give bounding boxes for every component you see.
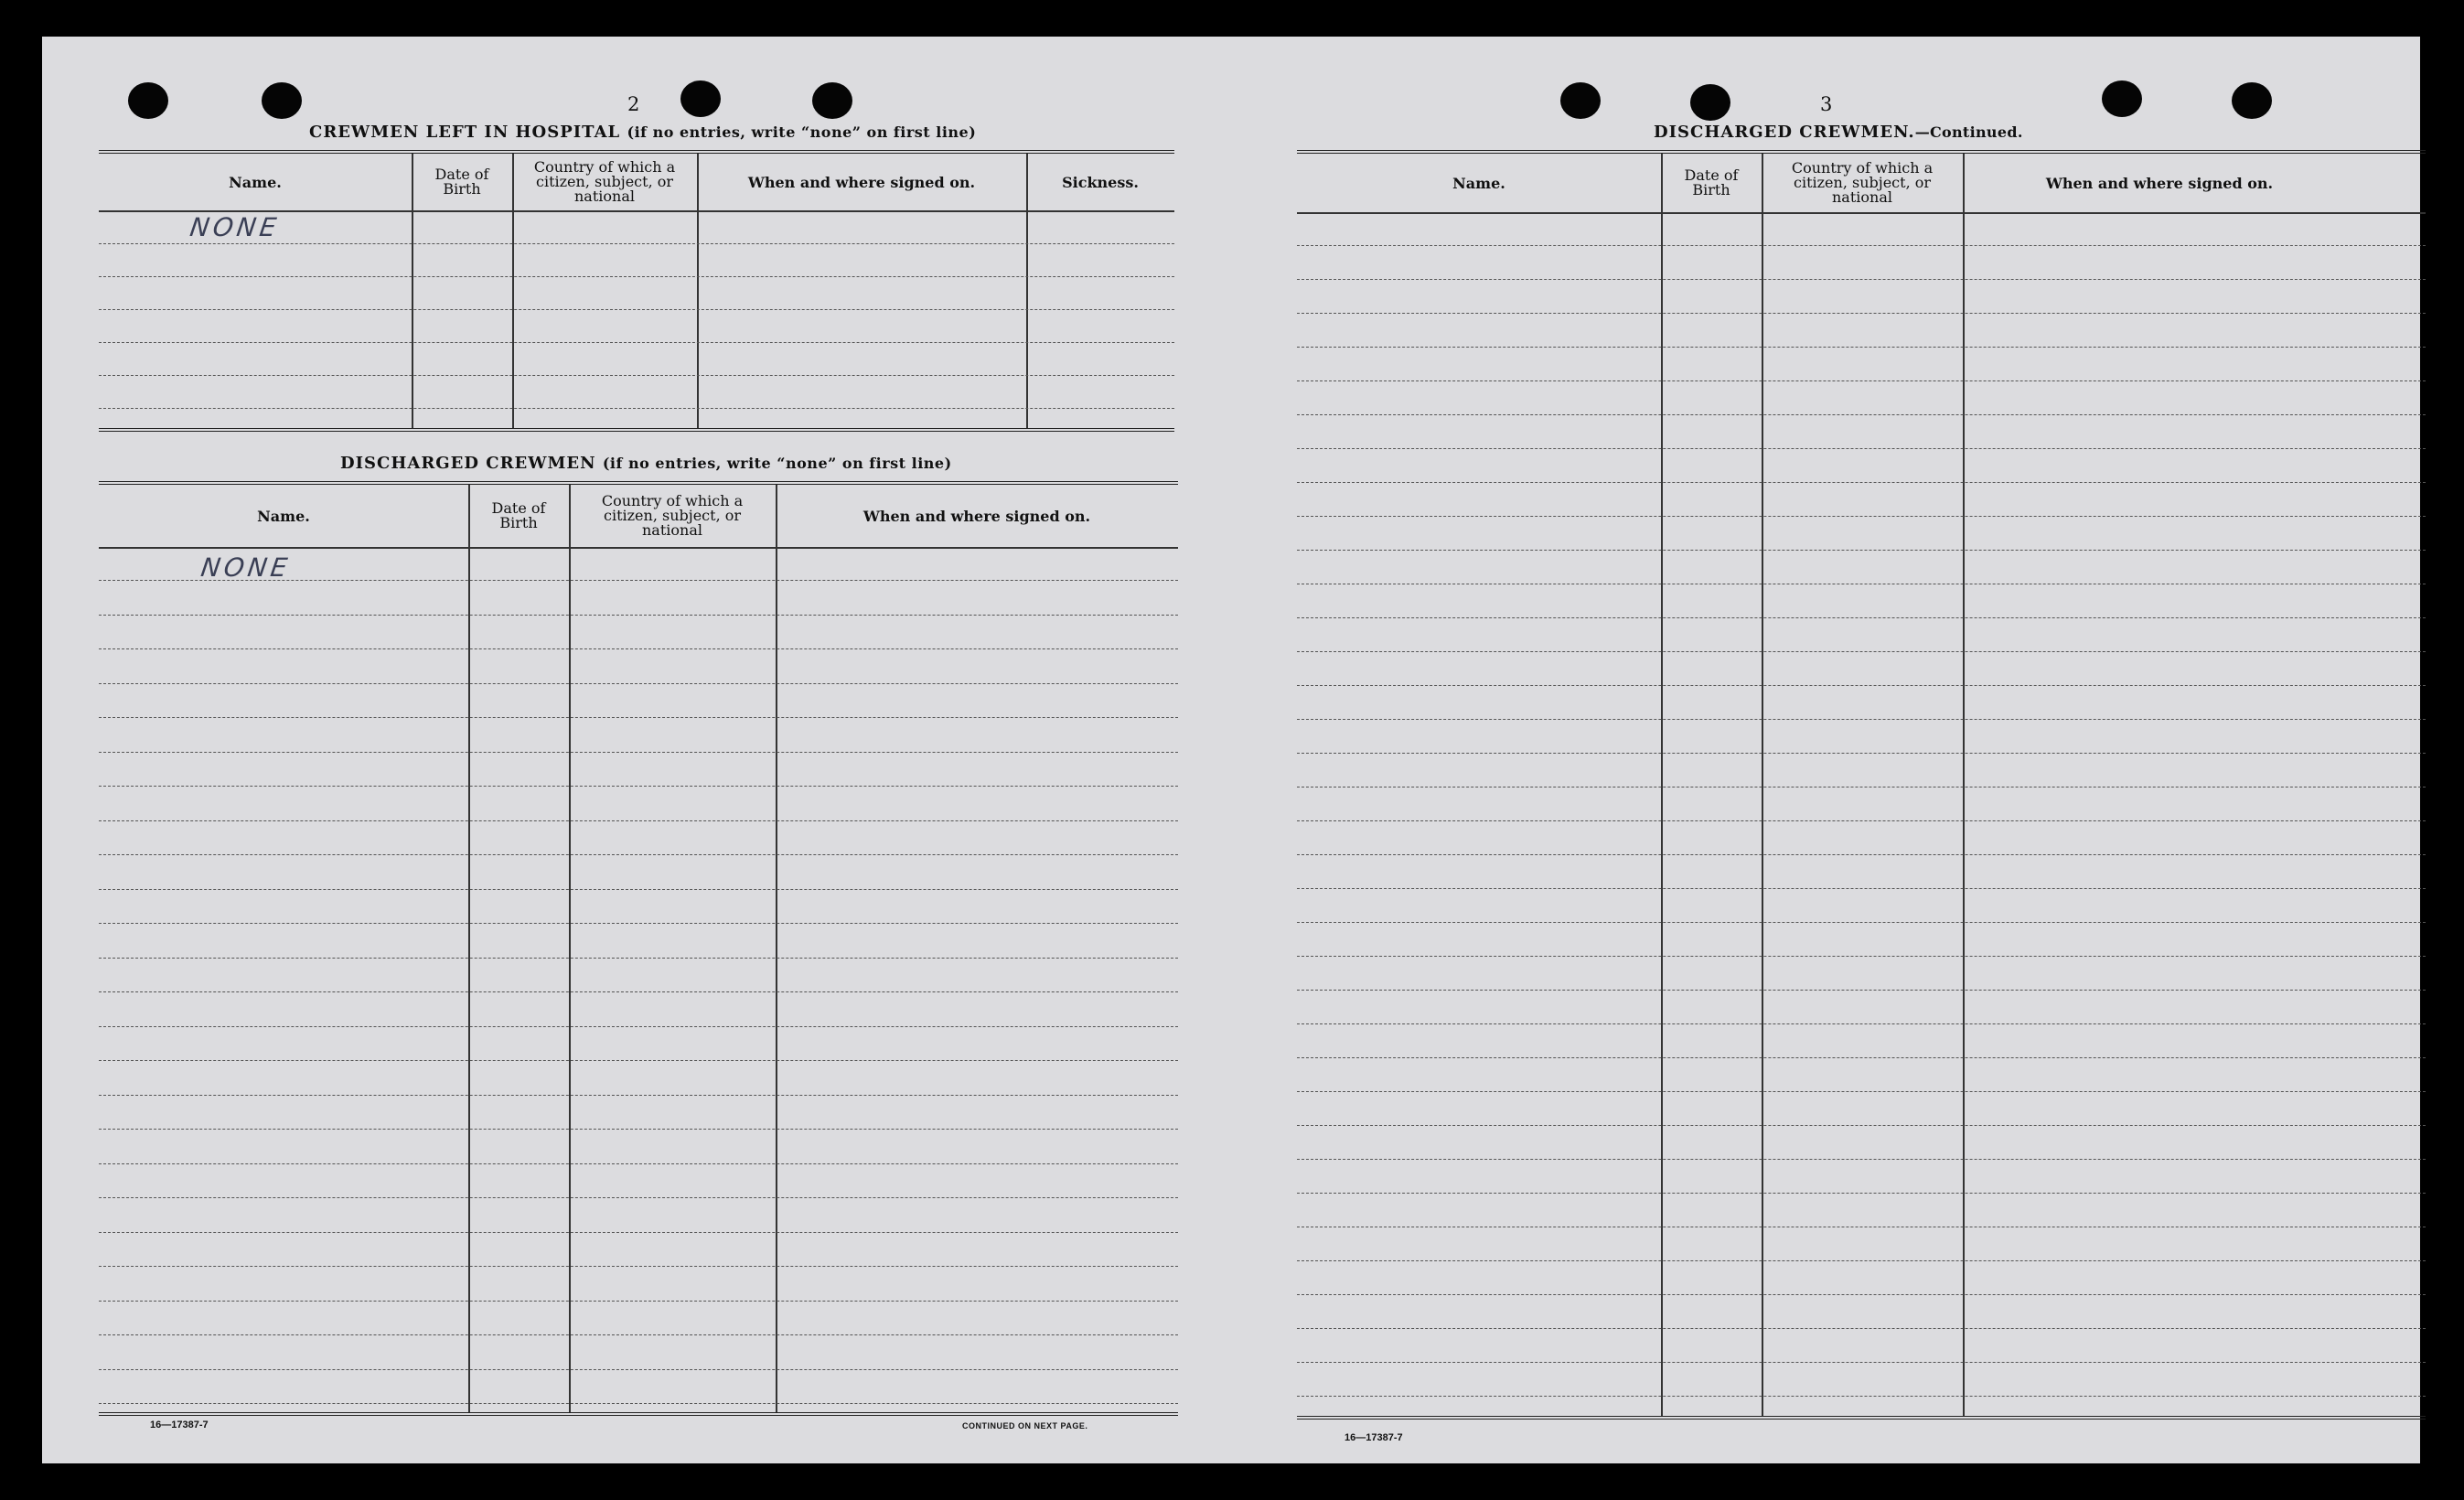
- row-line: [1297, 482, 2426, 483]
- row-line: [99, 1232, 1178, 1233]
- punch-hole: [2102, 80, 2142, 117]
- column-rule: [468, 485, 470, 1412]
- column-rule: [569, 485, 571, 1412]
- row-line: [1297, 685, 2426, 686]
- row-line: [1297, 1193, 2426, 1194]
- row-line: [1297, 888, 2426, 889]
- row-line: [1297, 820, 2426, 821]
- hospital-title-text: CREWMEN LEFT IN HOSPITAL: [309, 123, 621, 142]
- row-line: [1297, 719, 2426, 720]
- row-line: [1297, 617, 2426, 618]
- row-line: [1297, 1362, 2426, 1363]
- punch-hole: [262, 82, 302, 119]
- page-3: [1231, 37, 2420, 1463]
- discharged-continued-title: [1654, 123, 2023, 142]
- row-line: [1297, 313, 2426, 314]
- header-country: Country of which a citizen, subject, or national: [533, 158, 676, 205]
- header-name: Name.: [1452, 174, 1505, 192]
- header-signed-on: When and where signed on.: [862, 507, 1091, 525]
- section-title-continued: —Continued.: [1914, 123, 2023, 141]
- row-line: [1297, 753, 2426, 754]
- hospital-entry-none: NONE: [187, 212, 282, 242]
- header-date-of-birth: Date of Birth: [434, 166, 489, 198]
- row-line: [99, 752, 1178, 753]
- header-name: Name.: [229, 173, 282, 191]
- row-line: [1297, 922, 2426, 923]
- hospital-section-title: [309, 123, 976, 142]
- form-number: 16—17387-7: [1344, 1432, 1403, 1443]
- section-title-text: DISCHARGED CREWMEN.: [1654, 123, 1915, 142]
- row-line: [1297, 1328, 2426, 1329]
- punch-hole: [128, 82, 168, 119]
- row-line: [1297, 956, 2426, 957]
- row-line: [1297, 787, 2426, 788]
- column-rule: [697, 154, 699, 428]
- row-line: [99, 1266, 1178, 1267]
- row-line: [99, 1060, 1178, 1061]
- row-line: [99, 1334, 1178, 1335]
- hospital-title-note: (if no entries, write “none” on first line): [627, 123, 977, 141]
- row-line: [1297, 1125, 2426, 1126]
- header-signed-on: When and where signed on.: [2045, 174, 2274, 192]
- row-line: [99, 1197, 1178, 1198]
- row-line: [1297, 1159, 2426, 1160]
- continued-on-next-page: CONTINUED ON NEXT PAGE.: [962, 1421, 1088, 1430]
- row-line: [99, 889, 1178, 890]
- row-line: [99, 580, 1178, 581]
- row-line: [1297, 1260, 2426, 1261]
- row-line: [99, 1301, 1178, 1302]
- header-sickness: Sickness.: [1062, 173, 1139, 191]
- discharged-table: [99, 481, 1178, 1416]
- column-rule: [1026, 154, 1028, 428]
- page-number: 2: [627, 93, 640, 115]
- discharged-section-title: [340, 454, 952, 473]
- row-line: [99, 648, 1178, 649]
- row-line: [1297, 550, 2426, 551]
- header-name: Name.: [257, 507, 310, 525]
- row-line: [99, 786, 1178, 787]
- row-line: [1297, 854, 2426, 855]
- row-line: [99, 1095, 1178, 1096]
- row-line: [99, 1026, 1178, 1027]
- discharged-table-header: [99, 485, 1178, 549]
- header-signed-on: When and where signed on.: [747, 173, 976, 191]
- row-line: [1297, 516, 2426, 517]
- row-line: [1297, 380, 2426, 381]
- punch-hole: [680, 80, 721, 117]
- column-rule: [412, 154, 413, 428]
- row-line: [99, 276, 1174, 277]
- form-number: 16—17387-7: [150, 1420, 209, 1430]
- row-line: [99, 243, 1174, 244]
- row-line: [1297, 448, 2426, 449]
- row-line: [1297, 279, 2426, 280]
- row-line: [1297, 1023, 2426, 1024]
- row-line: [99, 1403, 1178, 1404]
- punch-hole: [2232, 82, 2272, 119]
- header-country: Country of which a citizen, subject, or national: [601, 492, 744, 539]
- row-line: [99, 1369, 1178, 1370]
- row-line: [99, 375, 1174, 376]
- row-line: [1297, 990, 2426, 991]
- row-line: [99, 991, 1178, 992]
- page-number: 3: [1820, 93, 1833, 115]
- discharged-title-note: (if no entries, write “none” on first line): [602, 455, 952, 472]
- discharged-title-text: DISCHARGED CREWMEN: [340, 454, 596, 473]
- row-line: [99, 1129, 1178, 1130]
- discharged-continued-table: [1297, 150, 2426, 1420]
- discharged-entry-none: NONE: [198, 552, 293, 583]
- row-line: [1297, 414, 2426, 415]
- page-2: [42, 37, 1231, 1463]
- row-line: [99, 923, 1178, 924]
- scanned-document: [42, 37, 2420, 1463]
- column-rule: [776, 485, 777, 1412]
- row-line: [1297, 347, 2426, 348]
- row-line: [99, 408, 1174, 409]
- row-line: [1297, 1294, 2426, 1295]
- row-line: [99, 820, 1178, 821]
- row-line: [1297, 1396, 2426, 1397]
- row-line: [99, 1163, 1178, 1164]
- row-line: [1297, 1091, 2426, 1092]
- column-rule: [512, 154, 514, 428]
- hospital-table-header: [99, 154, 1174, 212]
- hospital-table: [99, 150, 1174, 432]
- row-line: [1297, 1057, 2426, 1058]
- punch-hole: [1690, 84, 1730, 121]
- header-country: Country of which a citizen, subject, or national: [1791, 159, 1934, 206]
- row-line: [99, 615, 1178, 616]
- punch-hole: [1560, 82, 1601, 119]
- row-line: [1297, 651, 2426, 652]
- continued-table-header: [1297, 154, 2426, 214]
- row-line: [99, 958, 1178, 959]
- header-date-of-birth: Date of Birth: [491, 499, 546, 531]
- row-line: [1297, 245, 2426, 246]
- row-line: [99, 683, 1178, 684]
- row-line: [99, 342, 1174, 343]
- row-line: [99, 717, 1178, 718]
- punch-hole: [812, 82, 852, 119]
- row-line: [99, 309, 1174, 310]
- header-date-of-birth: Date of Birth: [1684, 166, 1739, 198]
- row-line: [99, 854, 1178, 855]
